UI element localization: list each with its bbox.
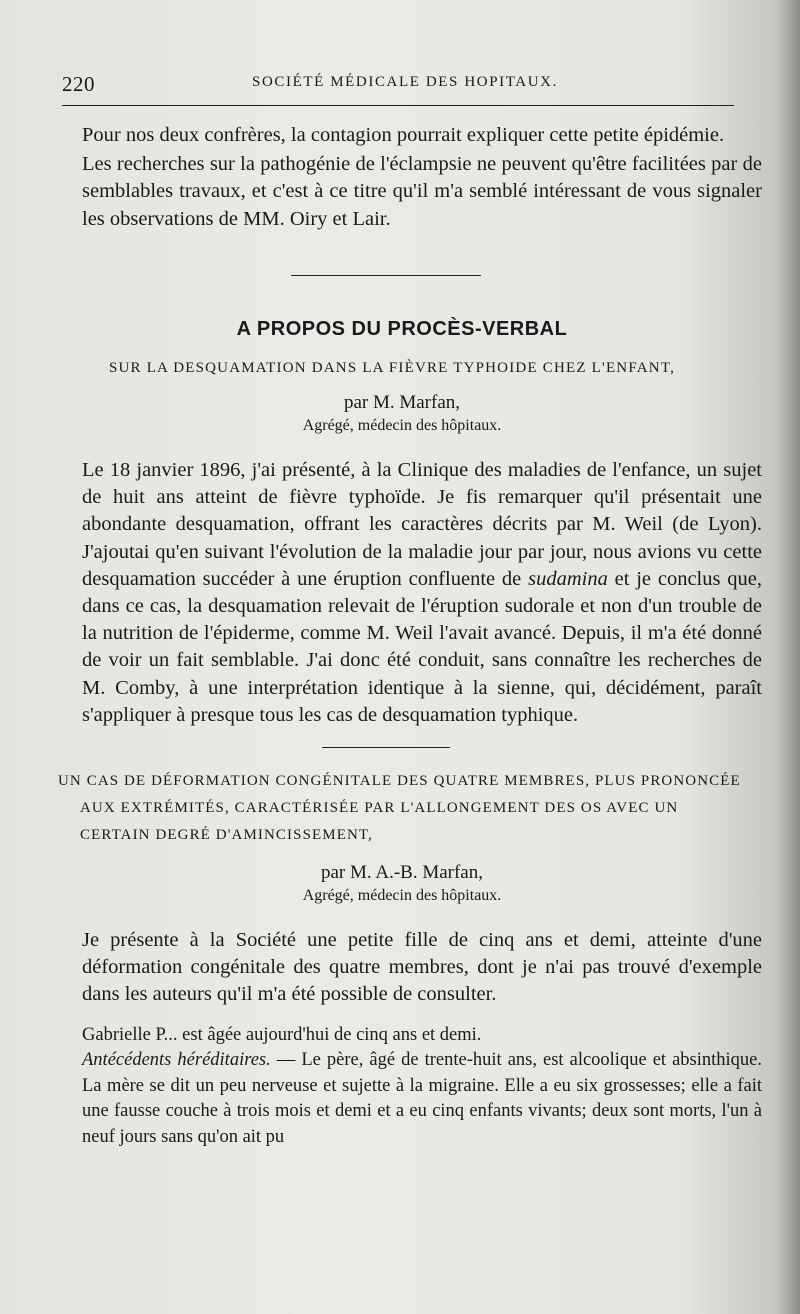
intro-paragraph-2: Les recherches sur la pathogénie de l'éclampsie ne peuvent qu'être facilitées par de semblables travaux, et c'est à ce titre qu'il m'a semblé intéressant de vous signaler les observations de MM. Oiry et Lair.	[82, 153, 762, 230]
header-rule	[62, 105, 734, 106]
body-italic-term: sudamina	[528, 567, 608, 590]
article-separator	[322, 747, 450, 748]
article-title-desquamation: SUR LA DESQUAMATION DANS LA FIÈVRE TYPHOIDE CHEZ L'ENFANT,	[108, 360, 676, 377]
page-number: 220	[62, 72, 95, 96]
article-title-line-1: UN CAS DE DÉFORMATION CONGÉNITALE DES QUATRE MEMBRES, PLUS PRONONCÉE	[58, 773, 741, 790]
page-content	[58, 122, 763, 1150]
running-title: SOCIÉTÉ MÉDICALE DES HOPITAUX.	[252, 74, 558, 90]
author-affiliation-2: Agrégé, médecin des hôpitaux.	[302, 887, 502, 905]
patient-line: Gabrielle P... est âgée aujourd'hui de cinq ans et demi.	[82, 1024, 482, 1045]
intro-paragraph-1: Pour nos deux confrères, la contagion pourrait expliquer cette petite épidémie.	[82, 124, 725, 146]
section-title-proces-verbal: A PROPOS DU PROCÈS-VERBAL	[236, 317, 568, 340]
article-title-line-2: AUX EXTRÉMITÉS, CARACTÉRISÉE PAR L'ALLONGEMENT DES OS AVEC UN	[80, 800, 679, 817]
author-affiliation: Agrégé, médecin des hôpitaux.	[302, 417, 502, 435]
antecedents-paragraph	[82, 1048, 762, 1150]
body-text-before: Le 18 janvier 1896, j'ai présenté, à la Clinique des maladies de l'enfance, un sujet de huit ans atteint de fièvre typhoïde. Je fis remarquer qu'il présentait une abondante desquamation, offrant les caractères décrits par M. Weil (de Lyon). J'ajoutai qu'en suivant l'évolution de la maladie jour par jour, nous avions vu cette desquamation succéder à une éruption confluente de	[82, 459, 762, 590]
author-ab-marfan: par M. A.-B. Marfan,	[321, 862, 483, 884]
section-separator	[291, 275, 481, 276]
author-marfan: par M. Marfan,	[343, 392, 461, 414]
body-text-after: et je conclus que, dans ce cas, la desquamation relevait de l'éruption sudorale et non d'un trouble de la nutrition de l'épiderme, comme M. Weil l'avait avancé. Depuis, il m'a été donné de voir un fait semblable. J'ai donc été conduit, sans connaître les recherches de M. Comby, à une interprétation identique à la sienne, qui, décidément, paraît s'appliquer à presque tous les cas de desquamation typhique.	[82, 567, 762, 726]
article-body-deformation: Je présente à la Société une petite fille de cinq ans et demi, atteinte d'une déformation congénitale des quatre membres, dont je n'ai pas trouvé d'exemple dans les auteurs qu'il m'a été possible de consulter.	[82, 929, 762, 1006]
article-title-deformation	[58, 768, 754, 849]
antecedents-text: — Le père, âgé de trente-huit ans, est alcoolique et absinthique. La mère se dit un peu nerveuse et sujette à la migraine. Elle a eu six grossesses; elle a fait une fausse couche à trois mois et demi et a eu cinq enfants vivants; deux sont morts, l'un à neuf jours sans qu'on ait pu	[82, 1050, 763, 1147]
article-title-line-3: CERTAIN DEGRÉ D'AMINCISSEMENT,	[80, 827, 373, 844]
antecedents-label: Antécédents héréditaires.	[82, 1050, 271, 1071]
article-body-desquamation	[82, 457, 762, 729]
